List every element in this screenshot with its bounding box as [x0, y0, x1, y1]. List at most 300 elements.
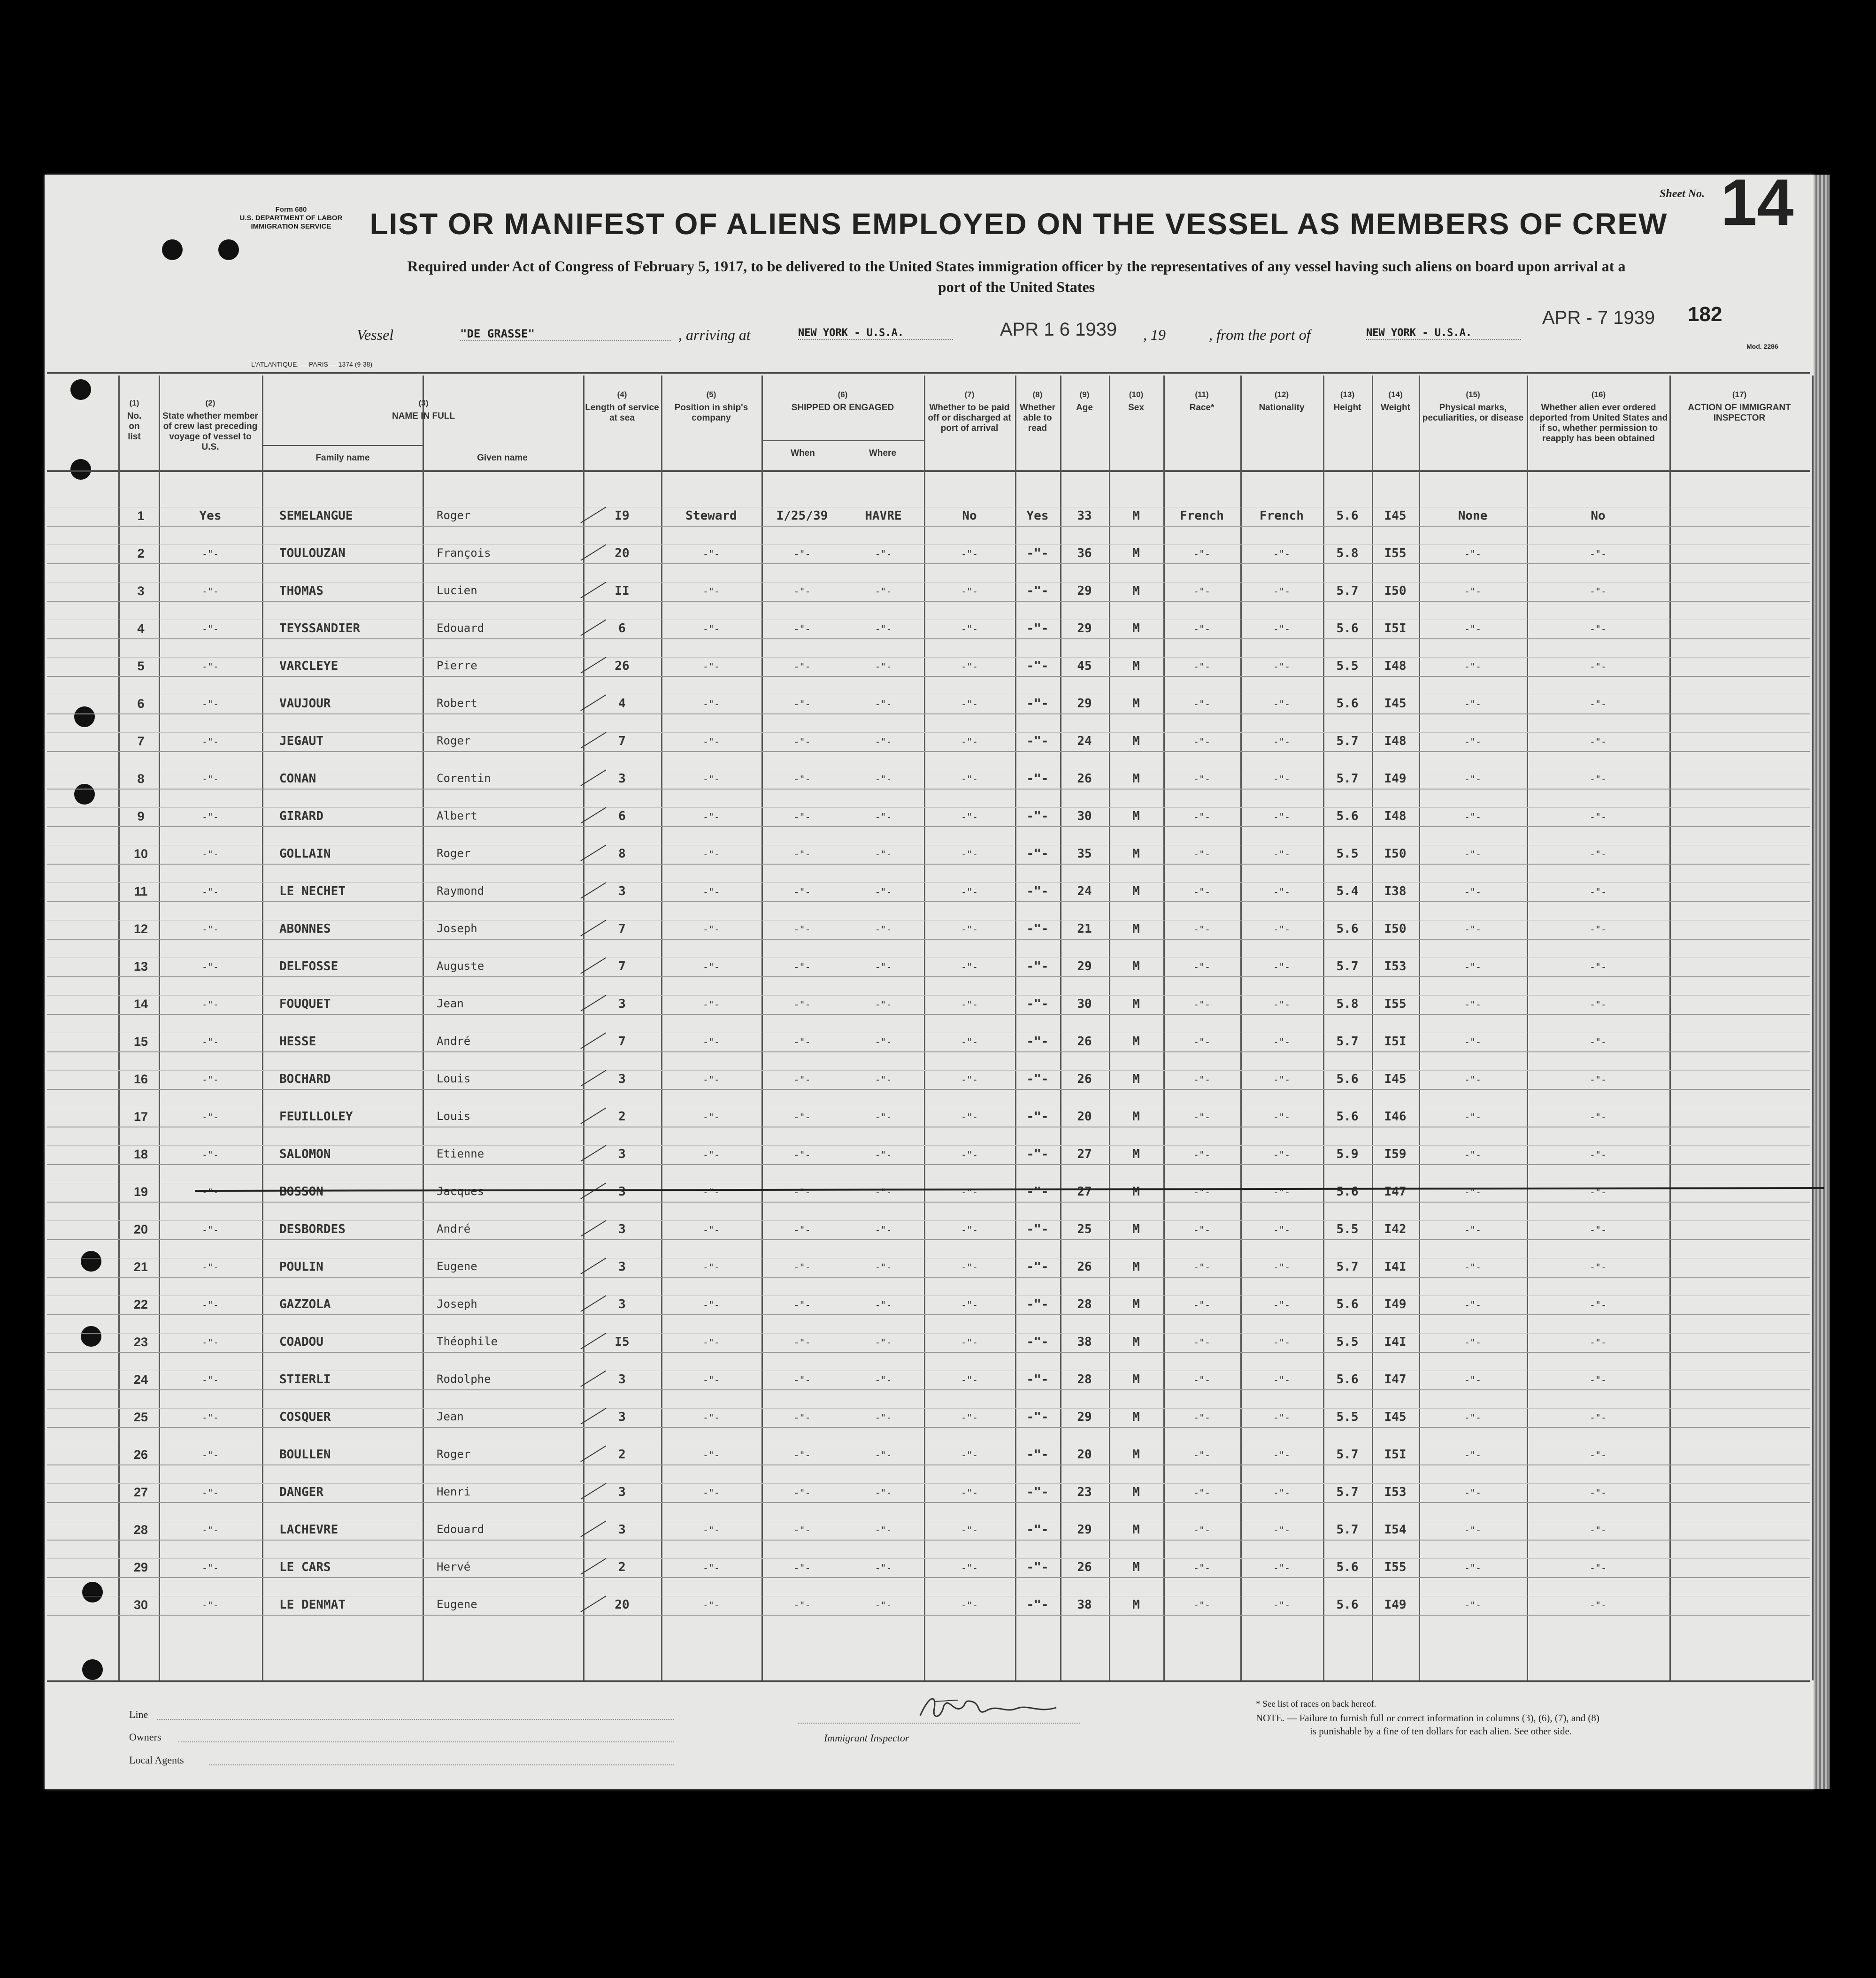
row-rule — [47, 1089, 1810, 1090]
row-12-read: -"- — [1026, 922, 1049, 936]
row-10-given: Roger — [437, 847, 471, 860]
row-rule — [47, 1014, 1810, 1015]
row-14-nationality: -"- — [1273, 999, 1291, 1010]
row-30-age: 38 — [1077, 1598, 1092, 1612]
row-11-marks: -"- — [1464, 886, 1482, 897]
row-5-marks: -"- — [1464, 661, 1482, 672]
row-4-weight: I5I — [1384, 621, 1407, 636]
row-21-weight: I4I — [1384, 1260, 1407, 1274]
row-3-read: -"- — [1026, 584, 1049, 598]
row-24-weight: I47 — [1384, 1372, 1407, 1387]
row-27-service: 3 — [618, 1485, 626, 1499]
row-26-nationality: -"- — [1273, 1449, 1291, 1461]
row-1-sex: M — [1132, 509, 1140, 523]
row-22-service: 3 — [618, 1297, 626, 1311]
col-header-8: (8) Whether able to read — [1020, 390, 1055, 433]
row-29-weight: I55 — [1384, 1560, 1407, 1574]
vessel-label: Vessel — [357, 326, 394, 343]
row-18-service: 3 — [618, 1147, 626, 1161]
row-2-given: François — [437, 546, 491, 560]
row-rule — [47, 638, 1810, 639]
row-9-sex: M — [1132, 809, 1140, 823]
row-10-age: 35 — [1077, 847, 1092, 861]
footer-note — [1256, 1712, 1599, 1724]
row-guide — [47, 1408, 1810, 1409]
row-16-no: 16 — [133, 1072, 148, 1086]
row-6-marks: -"- — [1464, 698, 1482, 710]
row-25-height: 5.5 — [1336, 1410, 1359, 1424]
row-6-no: 6 — [137, 697, 145, 711]
row-3-sex: M — [1132, 584, 1140, 598]
row-28-position: -"- — [702, 1525, 720, 1536]
row-13-height: 5.7 — [1336, 959, 1359, 974]
row-7-sex: M — [1132, 734, 1140, 748]
row-14-race: -"- — [1193, 999, 1211, 1010]
row-1-service: I9 — [615, 509, 630, 523]
row-19-prev: -"- — [201, 1187, 219, 1198]
row-11-deported: -"- — [1589, 886, 1607, 897]
row-19-position: -"- — [702, 1187, 720, 1198]
row-28-family: LACHEVRE — [279, 1523, 338, 1537]
row-12-where: -"- — [875, 924, 892, 935]
row-26-where: -"- — [875, 1449, 892, 1461]
row-3-when: -"- — [793, 586, 811, 597]
row-7-height: 5.7 — [1336, 734, 1359, 748]
row-21-race: -"- — [1193, 1262, 1211, 1273]
row-4-nationality: -"- — [1273, 623, 1291, 635]
row-25-given: Jean — [437, 1410, 464, 1423]
row-15-no: 15 — [133, 1035, 148, 1049]
row-5-service: 26 — [615, 659, 630, 673]
row-rule — [47, 1202, 1810, 1203]
col-header-4: (4) Length of service at sea — [585, 390, 659, 423]
row-1-marks: None — [1458, 509, 1488, 523]
row-14-no: 14 — [133, 997, 148, 1011]
row-25-race: -"- — [1193, 1412, 1211, 1423]
row-5-deported: -"- — [1589, 661, 1607, 672]
row-30-marks: -"- — [1464, 1600, 1482, 1611]
manifest-number: 182 — [1688, 303, 1722, 326]
row-27-paid: -"- — [961, 1487, 978, 1498]
row-15-height: 5.7 — [1336, 1035, 1359, 1049]
row-7-paid: -"- — [961, 736, 978, 747]
row-17-position: -"- — [702, 1112, 720, 1123]
row-29-marks: -"- — [1464, 1562, 1482, 1573]
row-rule — [47, 976, 1810, 977]
row-17-service: 2 — [618, 1110, 626, 1124]
col-header-13: (13) Height — [1333, 390, 1361, 413]
row-1-no: 1 — [137, 509, 145, 523]
row-4-paid: -"- — [961, 623, 978, 635]
row-13-given: Auguste — [437, 959, 484, 973]
row-30-deported: -"- — [1589, 1600, 1607, 1611]
row-4-given: Edouard — [437, 621, 484, 635]
row-27-weight: I53 — [1384, 1485, 1407, 1499]
row-13-position: -"- — [702, 961, 720, 973]
row-13-when: -"- — [793, 961, 811, 973]
row-rule — [47, 676, 1810, 677]
row-rule — [47, 1239, 1810, 1240]
row-29-service: 2 — [618, 1560, 626, 1574]
row-5-when: -"- — [793, 661, 811, 672]
row-22-nationality: -"- — [1273, 1299, 1291, 1311]
row-9-paid: -"- — [961, 811, 978, 822]
row-20-prev: -"- — [201, 1224, 219, 1235]
row-30-given: Eugene — [437, 1598, 477, 1611]
row-22-race: -"- — [1193, 1299, 1211, 1311]
row-23-weight: I4I — [1384, 1335, 1407, 1349]
row-8-nationality: -"- — [1273, 774, 1291, 785]
row-22-family: GAZZOLA — [279, 1297, 331, 1311]
row-11-sex: M — [1132, 884, 1140, 898]
row-2-when: -"- — [793, 548, 811, 560]
row-9-family: GIRARD — [279, 809, 323, 823]
row-1-weight: I45 — [1384, 509, 1407, 523]
form-number: Form 680 — [275, 206, 307, 214]
row-19-age: 27 — [1077, 1185, 1092, 1199]
row-29-age: 26 — [1077, 1560, 1092, 1574]
row-27-where: -"- — [875, 1487, 892, 1498]
row-rule — [47, 826, 1810, 827]
row-27-given: Henri — [437, 1485, 471, 1498]
row-29-given: Hervé — [437, 1560, 471, 1573]
row-22-marks: -"- — [1464, 1299, 1482, 1311]
row-rule — [47, 1051, 1810, 1052]
punch-hole — [70, 459, 91, 480]
row-13-sex: M — [1132, 959, 1140, 974]
row-7-race: -"- — [1193, 736, 1211, 747]
row-11-age: 24 — [1077, 884, 1092, 898]
row-17-race: -"- — [1193, 1112, 1211, 1123]
row-guide — [47, 582, 1810, 583]
row-guide — [47, 882, 1810, 883]
row-12-nationality: -"- — [1273, 924, 1291, 935]
row-11-given: Raymond — [437, 884, 484, 897]
row-18-no: 18 — [133, 1147, 148, 1161]
row-28-when: -"- — [793, 1525, 811, 1536]
row-16-position: -"- — [702, 1074, 720, 1085]
row-18-when: -"- — [793, 1149, 811, 1160]
row-12-position: -"- — [702, 924, 720, 935]
row-23-read: -"- — [1026, 1335, 1049, 1349]
row-20-service: 3 — [618, 1222, 626, 1236]
row-3-no: 3 — [137, 584, 145, 598]
row-11-race: -"- — [1193, 886, 1211, 897]
row-19-service: 3 — [618, 1185, 626, 1199]
row-rule — [47, 563, 1810, 564]
row-10-paid: -"- — [961, 849, 978, 860]
row-16-where: -"- — [875, 1074, 892, 1085]
col-header-6-where: Where — [869, 448, 897, 458]
row-17-when: -"- — [793, 1112, 811, 1123]
punch-hole — [74, 784, 95, 805]
row-4-read: -"- — [1026, 621, 1049, 636]
row-26-age: 20 — [1077, 1448, 1092, 1462]
row-30-position: -"- — [702, 1600, 720, 1611]
row-26-read: -"- — [1026, 1448, 1049, 1462]
row-29-deported: -"- — [1589, 1562, 1607, 1573]
row-guide — [47, 732, 1810, 733]
header-bottom-rule — [47, 470, 1810, 472]
row-2-race: -"- — [1193, 548, 1211, 560]
row-16-nationality: -"- — [1273, 1074, 1291, 1085]
row-14-given: Jean — [437, 997, 464, 1010]
row-14-marks: -"- — [1464, 999, 1482, 1010]
row-10-race: -"- — [1193, 849, 1211, 860]
arriving-label: , arriving at — [678, 326, 751, 343]
row-guide — [47, 1333, 1810, 1334]
row-12-paid: -"- — [961, 924, 978, 935]
row-9-when: -"- — [793, 811, 811, 822]
row-28-given: Edouard — [437, 1523, 484, 1536]
row-16-race: -"- — [1193, 1074, 1211, 1085]
row-29-paid: -"- — [961, 1562, 978, 1573]
row-30-sex: M — [1132, 1598, 1140, 1612]
row-6-read: -"- — [1026, 697, 1049, 711]
row-16-deported: -"- — [1589, 1074, 1607, 1085]
row-4-race: -"- — [1193, 623, 1211, 635]
row-25-sex: M — [1132, 1410, 1140, 1424]
stacked-page-edges — [1814, 175, 1830, 1789]
row-19-height: 5.6 — [1336, 1185, 1359, 1199]
row-9-read: -"- — [1026, 809, 1049, 823]
row-guide — [47, 657, 1810, 658]
row-27-deported: -"- — [1589, 1487, 1607, 1498]
row-16-read: -"- — [1026, 1072, 1049, 1086]
row-3-height: 5.7 — [1336, 584, 1359, 598]
row-30-family: LE DENMAT — [279, 1598, 346, 1612]
row-16-when: -"- — [793, 1074, 811, 1085]
row-25-deported: -"- — [1589, 1412, 1607, 1423]
column-rule — [1163, 376, 1165, 1680]
row-11-nationality: -"- — [1273, 886, 1291, 897]
line-dotted — [157, 1719, 674, 1720]
row-29-where: -"- — [875, 1562, 892, 1573]
row-guide — [47, 1220, 1810, 1221]
row-13-prev: -"- — [201, 961, 219, 973]
row-3-age: 29 — [1077, 584, 1092, 598]
row-13-family: DELFOSSE — [279, 959, 338, 974]
from-port: NEW YORK - U.S.A. — [1366, 327, 1521, 340]
row-2-deported: -"- — [1589, 548, 1607, 560]
row-30-service: 20 — [615, 1598, 630, 1612]
row-6-paid: -"- — [961, 698, 978, 710]
row-27-no: 27 — [133, 1485, 148, 1499]
row-15-nationality: -"- — [1273, 1036, 1291, 1048]
arrival-date-stamp: APR 1 6 1939 — [1000, 319, 1117, 340]
column-rule — [1060, 376, 1061, 1680]
row-26-position: -"- — [702, 1449, 720, 1461]
row-5-where: -"- — [875, 661, 892, 672]
row-13-paid: -"- — [961, 961, 978, 973]
column-rule — [1527, 376, 1528, 1680]
row-rule — [47, 713, 1810, 714]
row-30-where: -"- — [875, 1600, 892, 1611]
row-19-deported: -"- — [1589, 1187, 1607, 1198]
row-21-given: Eugene — [437, 1260, 477, 1273]
row-26-family: BOULLEN — [279, 1448, 331, 1462]
row-13-weight: I53 — [1384, 959, 1407, 974]
column-rule — [1109, 376, 1110, 1680]
row-17-paid: -"- — [961, 1112, 978, 1123]
row-9-given: Albert — [437, 809, 477, 822]
row-18-position: -"- — [702, 1149, 720, 1160]
row-29-race: -"- — [1193, 1562, 1211, 1573]
row-29-when: -"- — [793, 1562, 811, 1573]
row-22-deported: -"- — [1589, 1299, 1607, 1311]
row-20-nationality: -"- — [1273, 1224, 1291, 1235]
row-19-where: -"- — [875, 1187, 892, 1198]
row-29-sex: M — [1132, 1560, 1140, 1574]
row-29-no: 29 — [133, 1560, 148, 1574]
row-22-paid: -"- — [961, 1299, 978, 1311]
row-14-deported: -"- — [1589, 999, 1607, 1010]
col-header-15: (15) Physical marks, peculiarities, or disease — [1422, 390, 1524, 423]
row-17-deported: -"- — [1589, 1112, 1607, 1123]
column-rule — [1372, 376, 1373, 1680]
row-5-family: VARCLEYE — [279, 659, 338, 673]
row-16-sex: M — [1132, 1072, 1140, 1086]
row-4-family: TEYSSANDIER — [279, 621, 361, 636]
row-rule — [47, 939, 1810, 940]
row-1-deported: No — [1591, 509, 1606, 523]
row-2-read: -"- — [1026, 546, 1049, 560]
row-11-no: 11 — [134, 884, 148, 898]
row-23-prev: -"- — [201, 1337, 219, 1348]
row-11-height: 5.4 — [1336, 884, 1359, 898]
row-7-where: -"- — [875, 736, 892, 747]
row-16-marks: -"- — [1464, 1074, 1482, 1085]
row-24-age: 28 — [1077, 1372, 1092, 1387]
row-20-race: -"- — [1193, 1224, 1211, 1235]
row-15-when: -"- — [793, 1036, 811, 1048]
row-6-sex: M — [1132, 697, 1140, 711]
row-11-position: -"- — [702, 886, 720, 897]
row-rule — [47, 1164, 1810, 1165]
row-10-prev: -"- — [201, 849, 219, 860]
row-12-sex: M — [1132, 922, 1140, 936]
row-10-when: -"- — [793, 849, 811, 860]
column-rule — [1015, 376, 1016, 1680]
row-11-family: LE NECHET — [279, 884, 346, 898]
row-23-family: COADOU — [279, 1335, 323, 1349]
row-5-read: -"- — [1026, 659, 1049, 673]
row-1-family: SEMELANGUE — [279, 509, 353, 523]
row-18-given: Etienne — [437, 1147, 484, 1160]
row-1-where: HAVRE — [865, 509, 902, 523]
row-rule — [47, 864, 1810, 865]
row-5-sex: M — [1132, 659, 1140, 673]
row-11-paid: -"- — [961, 886, 978, 897]
row-12-deported: -"- — [1589, 924, 1607, 935]
row-18-read: -"- — [1026, 1147, 1049, 1161]
column-rule — [118, 376, 120, 1680]
row-4-where: -"- — [875, 623, 892, 635]
row-27-nationality: -"- — [1273, 1487, 1291, 1498]
row-12-service: 7 — [618, 922, 626, 936]
row-2-weight: I55 — [1384, 546, 1407, 560]
row-20-given: André — [437, 1222, 471, 1235]
row-18-prev: -"- — [201, 1149, 219, 1160]
row-16-prev: -"- — [201, 1074, 219, 1085]
row-6-weight: I45 — [1384, 697, 1407, 711]
row-20-height: 5.5 — [1336, 1222, 1359, 1236]
row-8-deported: -"- — [1589, 774, 1607, 785]
row-10-marks: -"- — [1464, 849, 1482, 860]
row-29-nationality: -"- — [1273, 1562, 1291, 1573]
row-17-where: -"- — [875, 1112, 892, 1123]
row-8-race: -"- — [1193, 774, 1211, 785]
subheader-rule — [262, 445, 423, 446]
row-1-prev: Yes — [199, 509, 222, 523]
row-27-marks: -"- — [1464, 1487, 1482, 1498]
row-rule — [47, 1577, 1810, 1578]
row-13-age: 29 — [1077, 959, 1092, 974]
row-15-service: 7 — [618, 1035, 626, 1049]
row-7-marks: -"- — [1464, 736, 1482, 747]
line-label: Line — [129, 1709, 148, 1720]
row-17-given: Louis — [437, 1110, 471, 1123]
row-6-given: Robert — [437, 697, 477, 710]
row-2-family: TOULOUZAN — [279, 546, 346, 560]
column-rule — [262, 376, 263, 1680]
row-15-position: -"- — [702, 1036, 720, 1048]
row-9-nationality: -"- — [1273, 811, 1291, 822]
row-17-read: -"- — [1026, 1110, 1049, 1124]
row-20-where: -"- — [875, 1224, 892, 1235]
row-23-marks: -"- — [1464, 1337, 1482, 1348]
row-18-nationality: -"- — [1273, 1149, 1291, 1160]
row-4-deported: -"- — [1589, 623, 1607, 635]
row-24-deported: -"- — [1589, 1374, 1607, 1386]
row-20-deported: -"- — [1589, 1224, 1607, 1235]
row-21-read: -"- — [1026, 1260, 1049, 1274]
row-27-race: -"- — [1193, 1487, 1211, 1498]
row-14-weight: I55 — [1384, 997, 1407, 1011]
row-8-read: -"- — [1026, 772, 1049, 786]
row-23-deported: -"- — [1589, 1337, 1607, 1348]
row-4-no: 4 — [137, 621, 145, 636]
row-23-sex: M — [1132, 1335, 1140, 1349]
row-9-height: 5.6 — [1336, 809, 1359, 823]
vessel-name: "DE GRASSE" — [460, 327, 671, 341]
row-10-height: 5.5 — [1336, 847, 1359, 861]
row-rule — [47, 1277, 1810, 1278]
row-28-no: 28 — [133, 1523, 148, 1537]
row-19-no: 19 — [133, 1185, 148, 1199]
note-line-1: Failure to furnish full or correct information in columns (3), (6), (7), and (8) — [1299, 1712, 1599, 1724]
row-12-family: ABONNES — [279, 922, 331, 936]
row-18-marks: -"- — [1464, 1149, 1482, 1160]
row-guide — [47, 1070, 1810, 1071]
row-4-when: -"- — [793, 623, 811, 635]
row-12-given: Joseph — [437, 922, 477, 935]
row-27-height: 5.7 — [1336, 1485, 1359, 1499]
punch-hole — [70, 379, 91, 400]
departure-date-stamp: APR - 7 1939 — [1542, 307, 1655, 328]
row-2-prev: -"- — [201, 548, 219, 560]
col-header-11: (11) Race* — [1189, 390, 1215, 413]
col-header-12: (12) Nationality — [1259, 390, 1305, 413]
row-19-family: BOSSON — [279, 1185, 323, 1199]
row-21-service: 3 — [618, 1260, 626, 1274]
row-19-race: -"- — [1193, 1187, 1211, 1198]
row-20-sex: M — [1132, 1222, 1140, 1236]
row-rule — [47, 1352, 1810, 1353]
row-rule — [47, 789, 1810, 790]
col-header-16: (16) Whether alien ever ordered deported from United States and if so, whether permission to reapply has been obtained — [1529, 390, 1668, 444]
row-22-where: -"- — [875, 1299, 892, 1311]
